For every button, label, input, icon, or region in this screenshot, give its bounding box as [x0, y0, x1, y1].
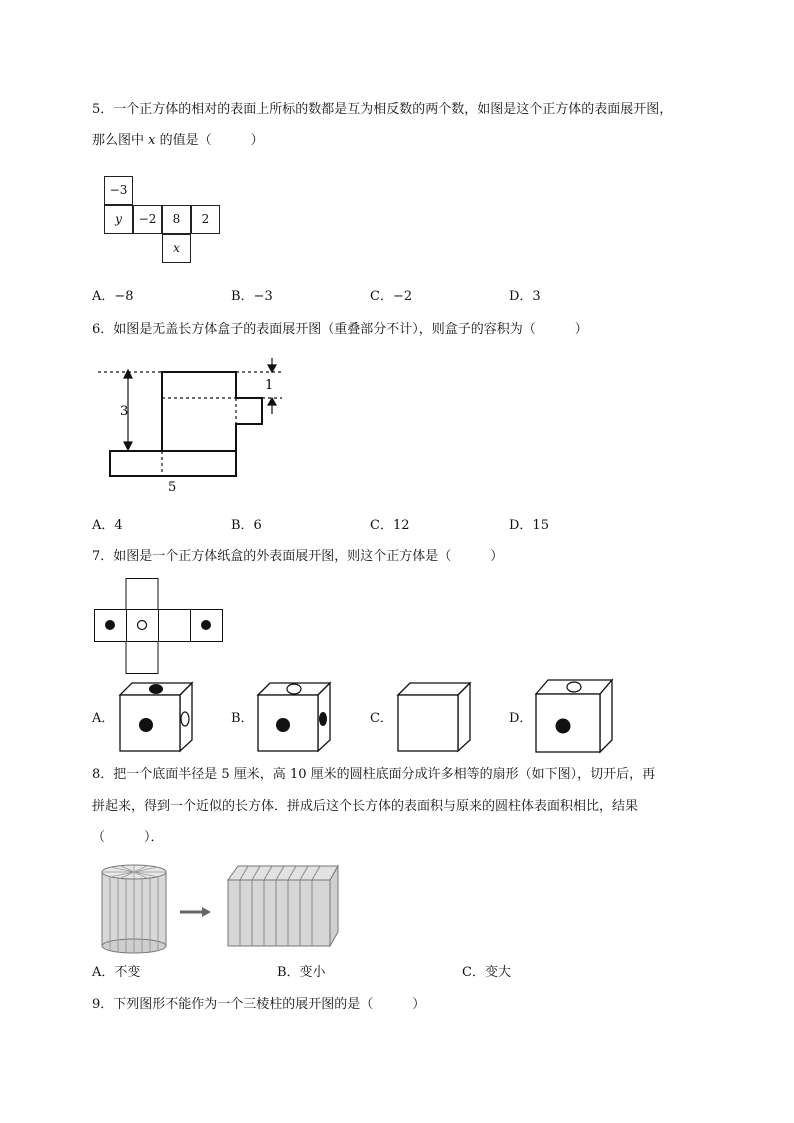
net-cell-y: y	[104, 205, 133, 234]
q5-stem-post: 的值是（ ）	[155, 133, 264, 148]
q8-option-a: A．不变	[92, 965, 141, 980]
label-depth-1: 1	[265, 378, 274, 393]
q7-option-c-cube	[396, 681, 472, 753]
net-white-dot	[138, 621, 147, 630]
q5-option-b: B．−3	[231, 289, 273, 304]
q8-option-c: C．变大	[462, 965, 511, 980]
label-height-3: 3	[120, 404, 129, 419]
q5-stem-line2	[92, 132, 264, 150]
q5-option-a: A．−8	[92, 289, 134, 304]
q6-option-a: A．4	[92, 518, 123, 533]
q8-cylinder-figure	[98, 862, 344, 954]
net-black-dot-right	[201, 620, 211, 630]
q7-option-b-cube	[256, 681, 332, 753]
q6-stem: 6．如图是无盖长方体盒子的表面展开图（重叠部分不计），则盒子的容积为（ ）	[92, 322, 588, 337]
q5-cube-net	[104, 176, 224, 266]
q5-stem-pre: 那么图中	[92, 133, 149, 148]
net-outline-upper	[162, 372, 262, 451]
q7-option-b-label: B．	[231, 711, 254, 726]
q6-option-c: C．12	[370, 518, 410, 533]
q7-option-d-cube	[534, 678, 614, 754]
net-black-dot-left	[105, 620, 115, 630]
q8-stem-line1: 8．把一个底面半径是 5 厘米，高 10 厘米的圆柱底面分成许多相等的扇形（如下图），切开后，再	[92, 767, 656, 782]
q6-option-b: B．6	[231, 518, 262, 533]
q5-var-x: x	[148, 133, 156, 148]
net-cell-minus2: −2	[133, 205, 162, 234]
net-cell-x: x	[162, 234, 191, 263]
q8-option-b: B．变小	[277, 965, 326, 980]
q7-option-a-cube	[118, 681, 194, 753]
q5-option-d: D．3	[509, 289, 541, 304]
q5-stem-line1: 5．一个正方体的相对的表面上所标的数都是互为相反数的两个数，如图是这个正方体的表面展开图，	[92, 102, 673, 117]
q8-stem-line3: （ ）．	[92, 830, 164, 845]
net-cell-8: 8	[162, 205, 191, 234]
q7-option-a-label: A．	[92, 711, 115, 726]
q7-option-c-label: C．	[370, 711, 393, 726]
label-width-5: 5	[168, 480, 177, 495]
q9-stem: 9．下列图形不能作为一个三棱柱的展开图的是（ ）	[92, 997, 426, 1012]
q7-option-d-label: D．	[509, 711, 533, 726]
net-cell-top: −3	[104, 176, 133, 205]
q8-stem-line2: 拼起来，得到一个近似的长方体．拼成后这个长方体的表面积与原来的圆柱体表面积相比，结果	[92, 799, 639, 814]
net-outline-bottom	[110, 451, 236, 476]
q7-stem: 7．如图是一个正方体纸盒的外表面展开图，则这个正方体是（ ）	[92, 549, 504, 564]
q6-box-net-figure	[90, 356, 300, 496]
q6-option-d: D．15	[509, 518, 549, 533]
net-cell-2: 2	[191, 205, 220, 234]
q7-cube-net-figure	[94, 578, 226, 674]
q5-option-c: C．−2	[370, 289, 413, 304]
